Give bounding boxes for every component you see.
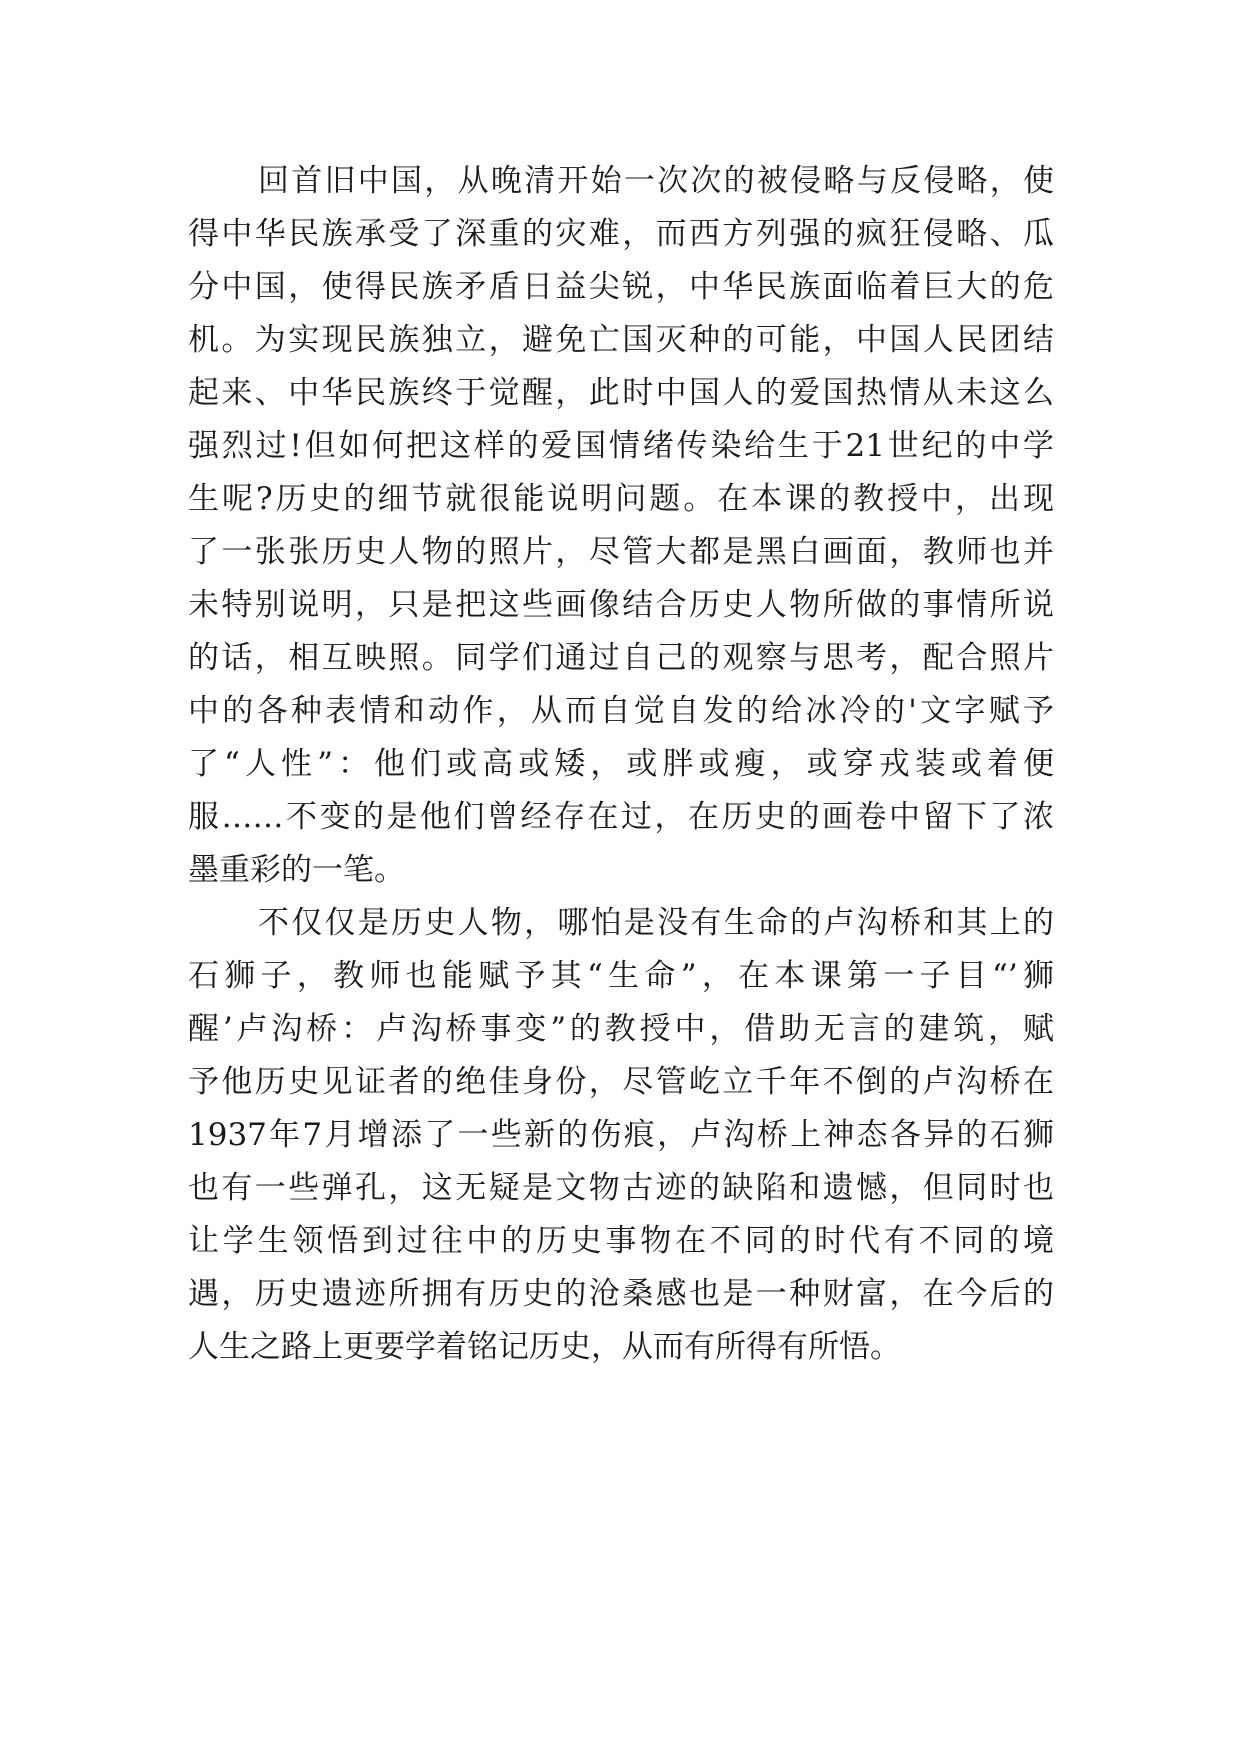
- text-line: 醒’卢沟桥：卢沟桥事变”的教授中，借助无言的建筑，赋: [188, 1011, 1054, 1047]
- text-line: 也有一些弹孔，这无疑是文物古迹的缺陷和遗憾，但同时也: [188, 1170, 1054, 1206]
- text-line: 的话，相互映照。同学们通过自己的观察与思考，配合照片: [188, 640, 1054, 676]
- text-line: 强烈过!但如何把这样的爱国情绪传染给生于21世纪的中学: [188, 428, 1054, 464]
- text-line: 回首旧中国，从晚清开始一次次的被侵略与反侵略，使: [258, 163, 1054, 199]
- body-text: [188, 155, 1054, 1374]
- text-line: 了一张张历史人物的照片，尽管大都是黑白画面，教师也并: [188, 534, 1054, 570]
- paragraph-2: [188, 897, 1054, 1374]
- text-line: 予他历史见证者的绝佳身份，尽管屹立千年不倒的卢沟桥在: [188, 1064, 1054, 1100]
- text-line: 不仅仅是历史人物，哪怕是没有生命的卢沟桥和其上的: [258, 905, 1054, 941]
- text-line: 墨重彩的一笔。: [188, 852, 405, 888]
- text-line: 石狮子，教师也能赋予其“生命”，在本课第一子目“’狮: [188, 958, 1054, 994]
- text-line: 起来、中华民族终于觉醒，此时中国人的爱国热情从未这么: [188, 375, 1054, 411]
- text-line: 机。为实现民族独立，避免亡国灭种的可能，中国人民团结: [188, 322, 1054, 358]
- text-line: 人生之路上更要学着铭记历史，从而有所得有所悟。: [188, 1329, 901, 1365]
- text-line: 得中华民族承受了深重的灾难，而西方列强的疯狂侵略、瓜: [188, 216, 1054, 252]
- text-line: 让学生领悟到过往中的历史事物在不同的时代有不同的境: [188, 1223, 1054, 1259]
- text-line: 遇，历史遗迹所拥有历史的沧桑感也是一种财富，在今后的: [188, 1276, 1054, 1312]
- paragraph-1: [188, 155, 1054, 897]
- text-line: 服……不变的是他们曾经存在过，在历史的画卷中留下了浓: [188, 799, 1054, 835]
- text-line: 1937年7月增添了一些新的伤痕，卢沟桥上神态各异的石狮: [188, 1117, 1054, 1153]
- text-line: 分中国，使得民族矛盾日益尖锐，中华民族面临着巨大的危: [188, 269, 1054, 305]
- text-line: 生呢?历史的细节就很能说明问题。在本课的教授中，出现: [188, 481, 1054, 517]
- text-line: 中的各种表情和动作，从而自觉自发的给冰冷的'文字赋予: [188, 693, 1054, 729]
- text-line: 未特别说明，只是把这些画像结合历史人物所做的事情所说: [188, 587, 1054, 623]
- text-line: 了“人性”：他们或高或矮，或胖或瘦，或穿戎装或着便: [188, 746, 1054, 782]
